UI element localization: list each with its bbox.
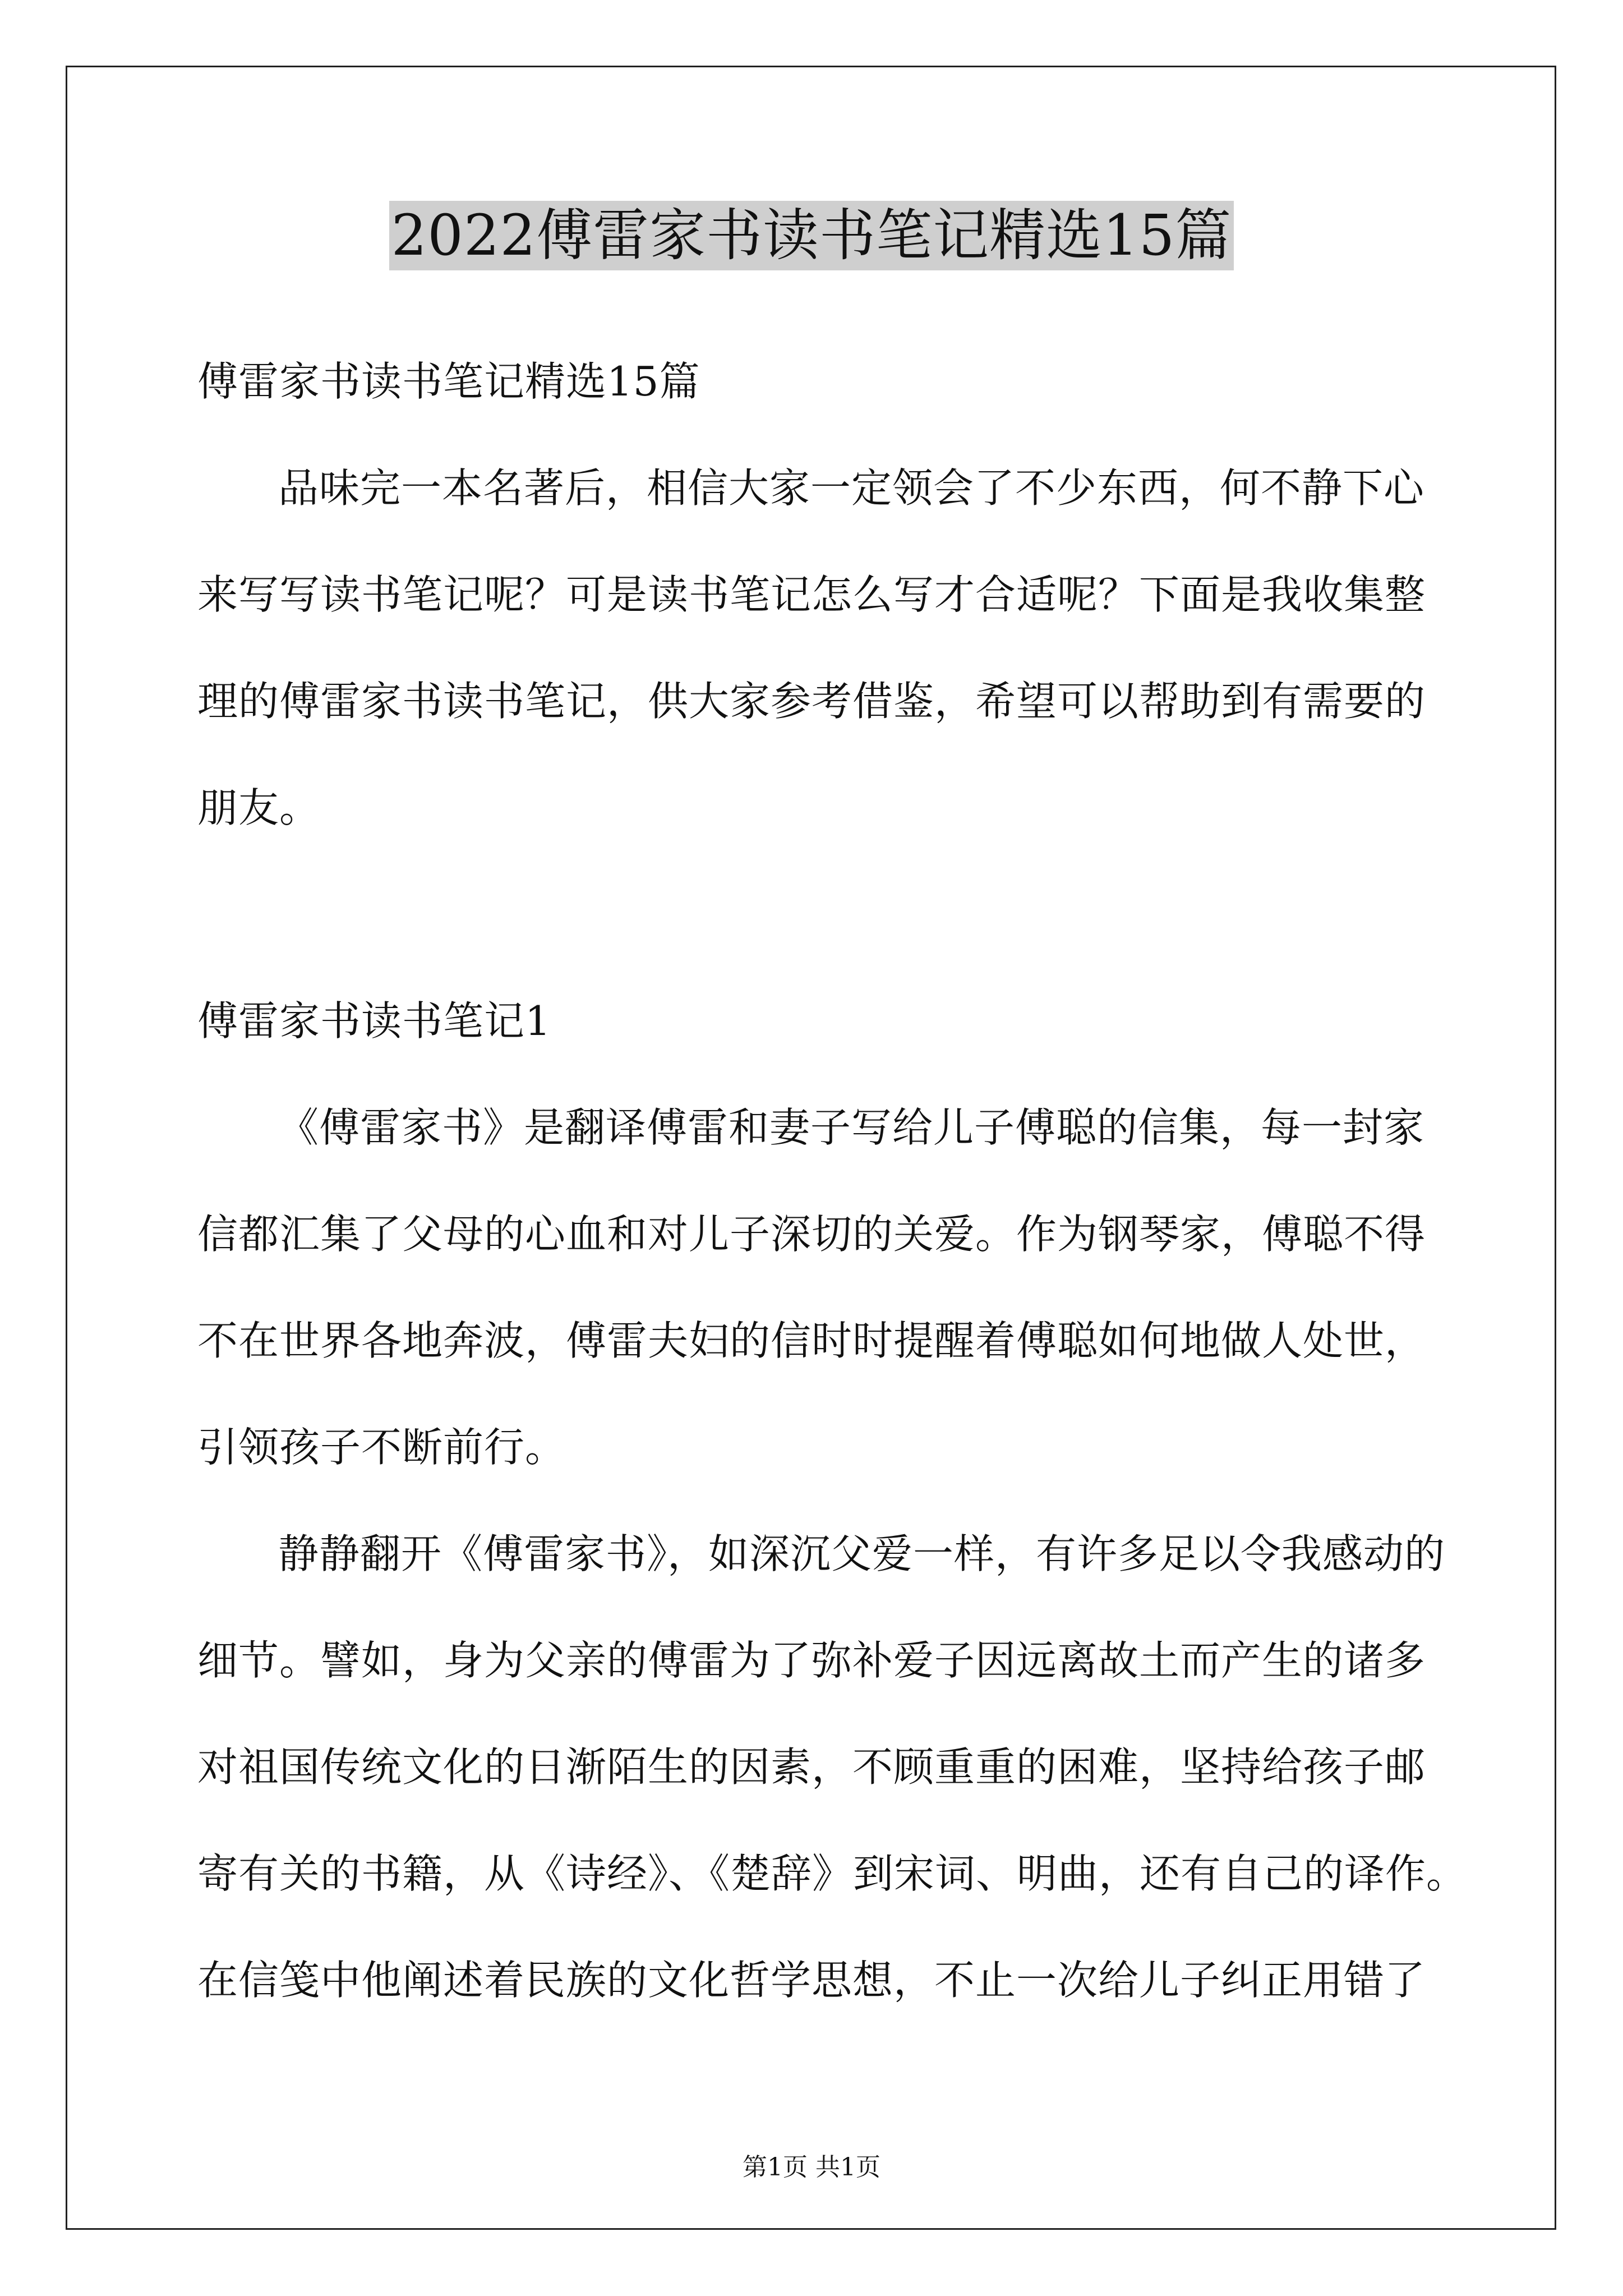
document-title [0,201,1623,270]
section-heading: 傅雷家书读书笔记1 [197,997,551,1045]
para2-line-2: 细节。譬如，身为父亲的傅雷为了弥补爱子因远离故土而产生的诸多 [197,1637,1426,1684]
intro-line-1: 品味完一本名著后，相信大家一定领会了不少东西，何不静下心 [278,464,1425,512]
document-title-text: 2022傅雷家书读书笔记精选15篇 [389,201,1234,270]
para1-line-4: 引领孩子不断前行。 [197,1424,566,1471]
para1-line-1: 《傅雷家书》是翻译傅雷和妻子写给儿子傅聪的信集，每一封家 [278,1104,1425,1151]
para2-line-3: 对祖国传统文化的日渐陌生的因素，不顾重重的困难，坚持给孩子邮 [197,1743,1426,1791]
intro-line-4: 朋友。 [197,784,321,831]
intro-line-3: 理的傅雷家书读书笔记，供大家参考借鉴，希望可以帮助到有需要的 [197,678,1426,725]
para1-line-2: 信都汇集了父母的心血和对儿子深切的关爱。作为钢琴家，傅聪不得 [197,1211,1426,1258]
para2-line-5: 在信笺中他阐述着民族的文化哲学思想，不止一次给儿子纠正用错了 [197,1957,1426,2004]
intro-line-2: 来写写读书笔记呢？可是读书笔记怎么写才合适呢？下面是我收集整 [197,571,1426,618]
para1-line-3: 不在世界各地奔波，傅雷夫妇的信时时提醒着傅聪如何地做人处世， [197,1317,1426,1364]
page-footer: 第1页 共1页 [743,2153,880,2182]
para2-line-4: 寄有关的书籍，从《诗经》、《楚辞》到宋词、明曲，还有自己的译作。 [197,1850,1468,1897]
para2-line-1: 静静翻开《傅雷家书》，如深沉父爱一样，有许多足以令我感动的 [278,1530,1446,1577]
document-subtitle: 傅雷家书读书笔记精选15篇 [197,358,700,405]
